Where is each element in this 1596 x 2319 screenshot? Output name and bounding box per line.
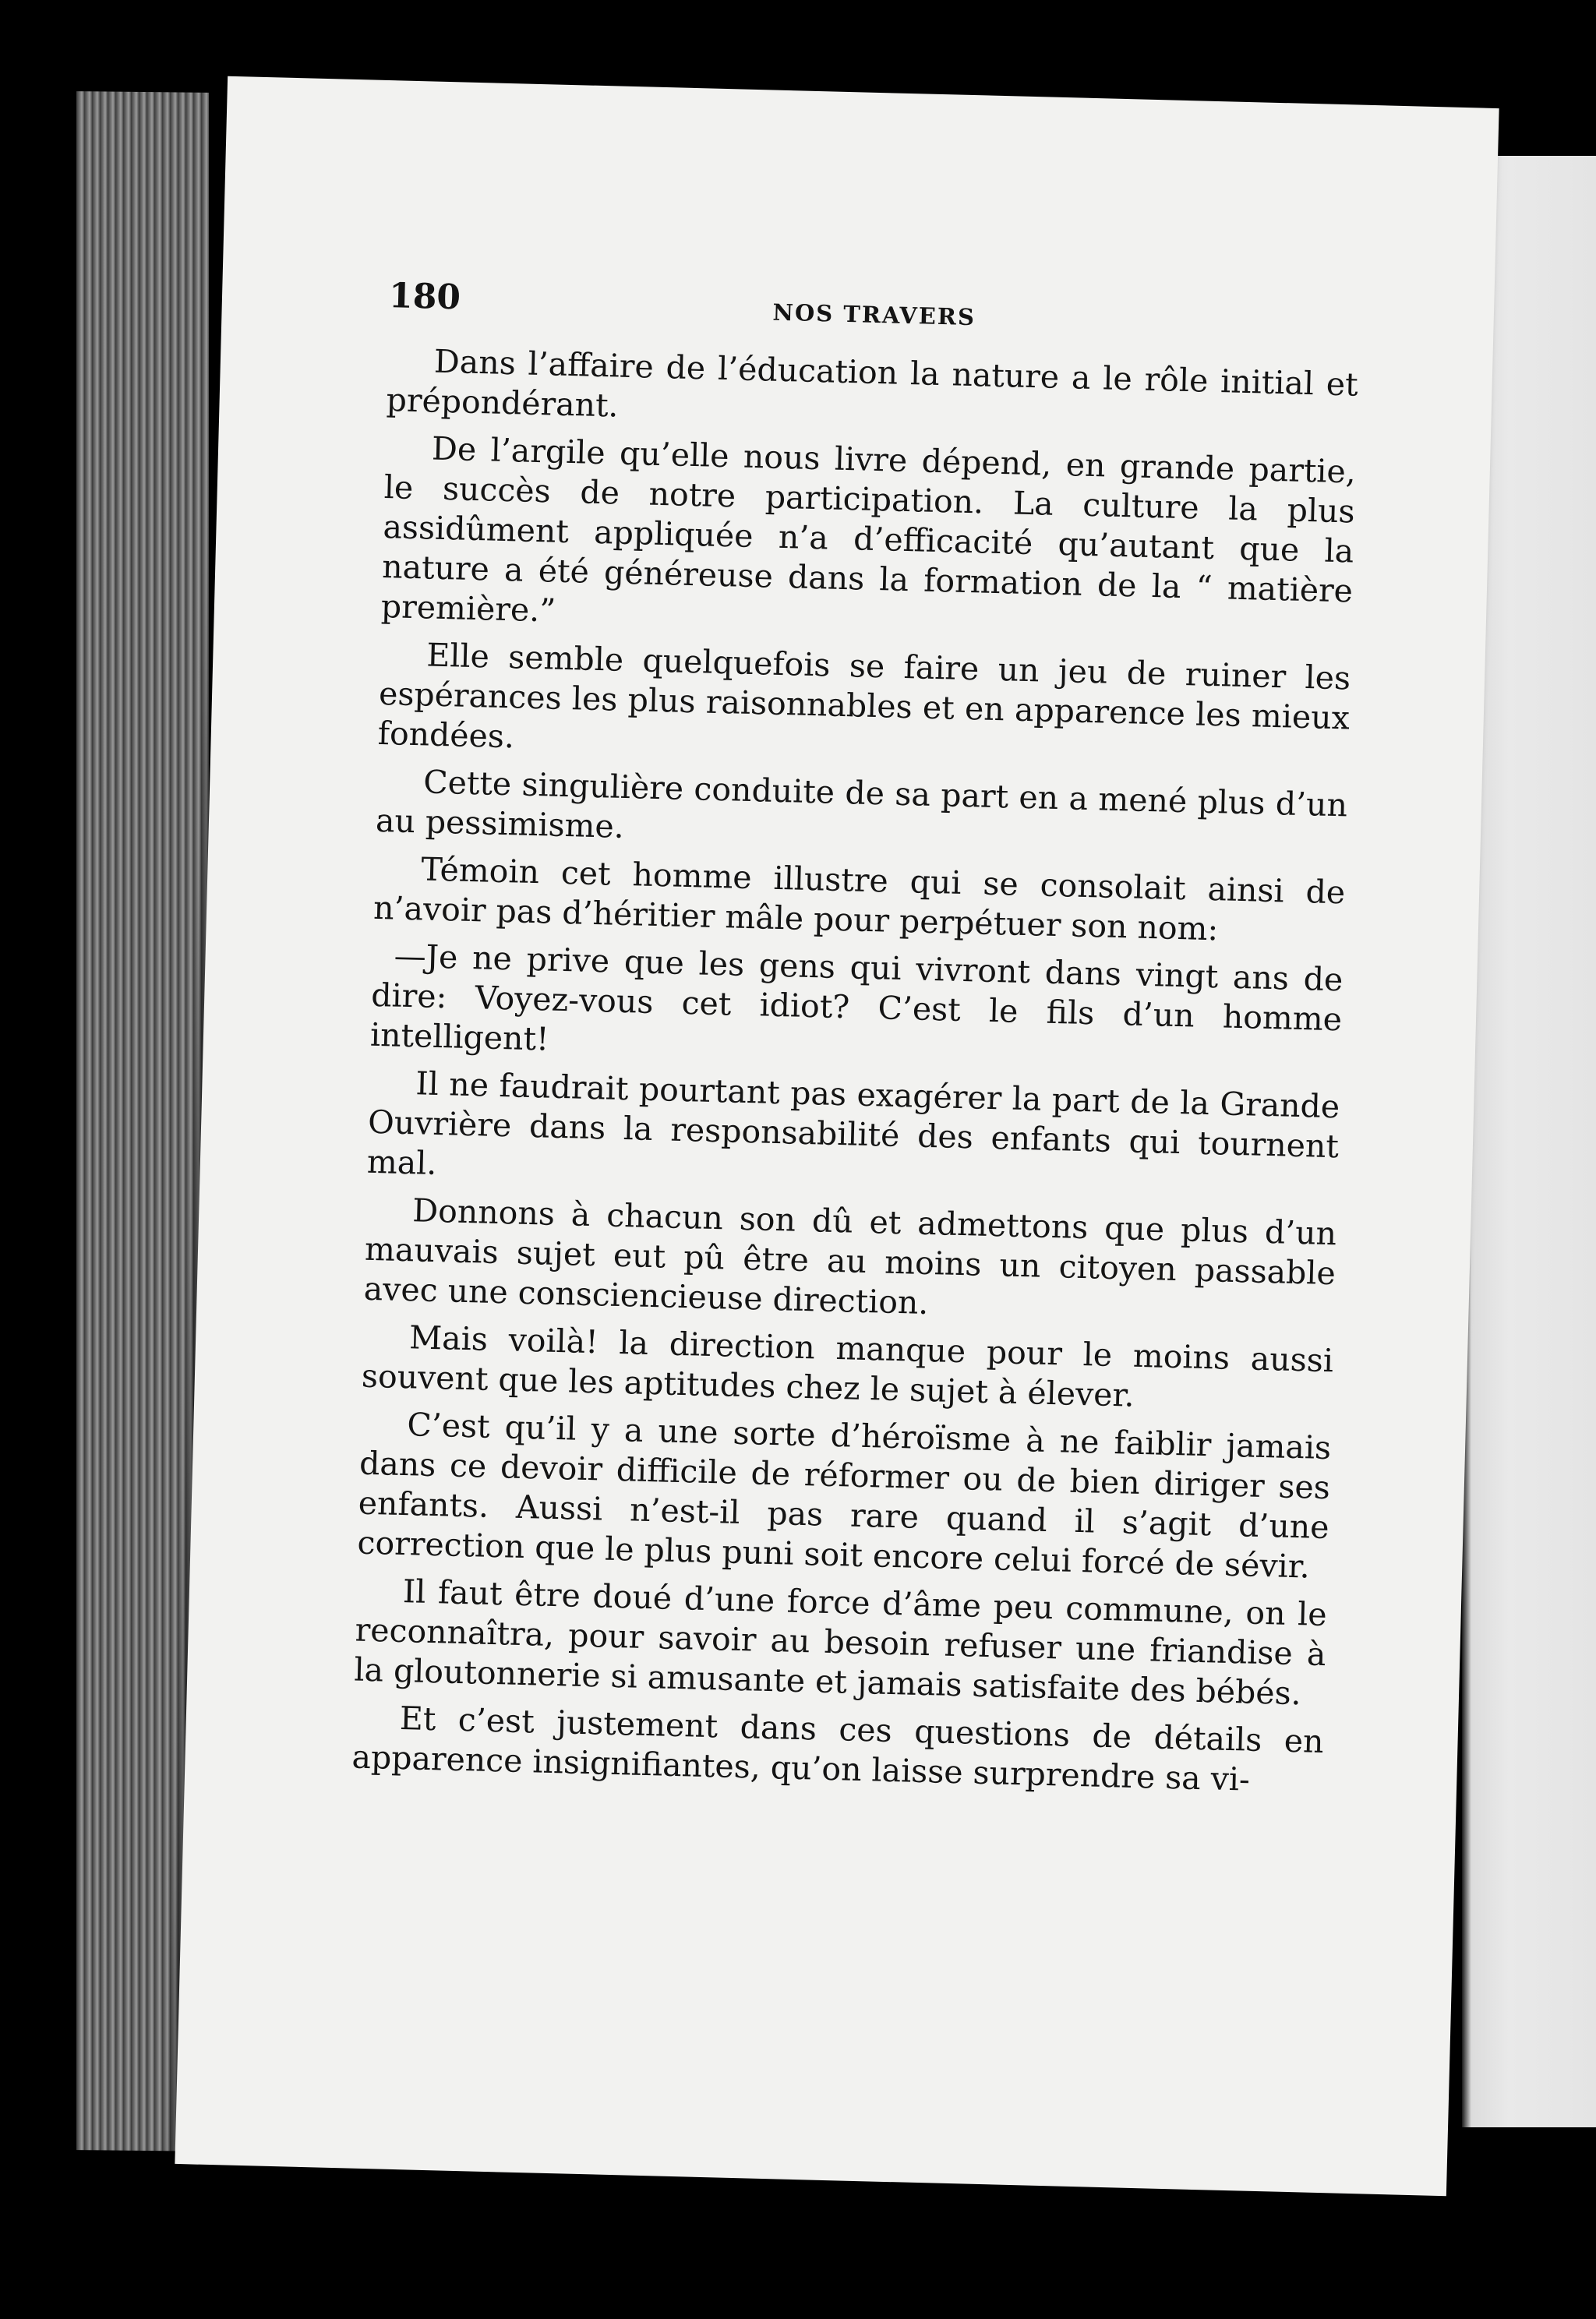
paragraph: Dans l’affaire de l’éducation la nature a le rôle initial et prépondérant. (386, 342, 1359, 425)
paragraph: Donnons à chacun son dû et admettons que plus d’un mauvais sujet eut pû être au moins un citoyen passable avec une consciencieuse direction. (363, 1191, 1337, 1322)
paragraph: Elle semble quelquefois se faire un jeu de ruiner les espérances les plus raisonnables et en apparence les mieux fondées. (377, 636, 1351, 756)
page-content (351, 269, 1361, 1809)
running-head (388, 269, 1360, 348)
paragraph: De l’argile qu’elle nous livre dépend, en grande partie, le succès de notre participation. La culture la plus assidûment appliquée n’a d’efficacité qu’autant que la nature a été généreuse dans la formation de la “ matière première.” (380, 429, 1357, 630)
paragraph: Cette singulière conduite de sa part en a mené plus d’un au pessimisme. (375, 763, 1348, 845)
paragraph: C’est qu’il y a une sorte d’héroïsme à ne faiblir jamais dans ce devoir difficile de réformer ou de bien diriger ses enfants. Aussi n’est-il pas rare quand il s’agit d’une correction que le plus puni soit encore celui forcé de sévir. (356, 1406, 1332, 1586)
paragraph: Il ne faudrait pourtant pas exagérer la part de la Grande Ouvrière dans la responsabilité des enfants qui tournent mal. (366, 1064, 1340, 1183)
dialogue-paragraph: —Je ne prive que les gens qui vivront dans vingt ans de dire: Voyez-vous cet idiot? C’est le fils d’un homme intelligent! (369, 937, 1344, 1058)
body-text (351, 341, 1358, 1802)
paragraph: Mais voilà! la direction manque pour le moins aussi souvent que les aptitudes chez le sujet à élever. (361, 1318, 1334, 1414)
book-page (175, 76, 1499, 2196)
page-number: 180 (388, 276, 461, 318)
paragraph: Il faut être doué d’une force d’âme peu commune, on le reconnaîtra, pour savoir au besoin refuser une friandise à la gloutonnerie si amusante et jamais satisfaite des bébés. (353, 1572, 1328, 1713)
paragraph: Et c’est justement dans ces questions de détails en apparence insignifiantes, qu’on laisse surprendre sa vi- (351, 1700, 1325, 1798)
paragraph: Témoin cet homme illustre qui se consolait ainsi de n’avoir pas d’héritier mâle pour perpétuer son nom: (373, 850, 1346, 948)
running-title: NOS TRAVERS (772, 298, 976, 331)
